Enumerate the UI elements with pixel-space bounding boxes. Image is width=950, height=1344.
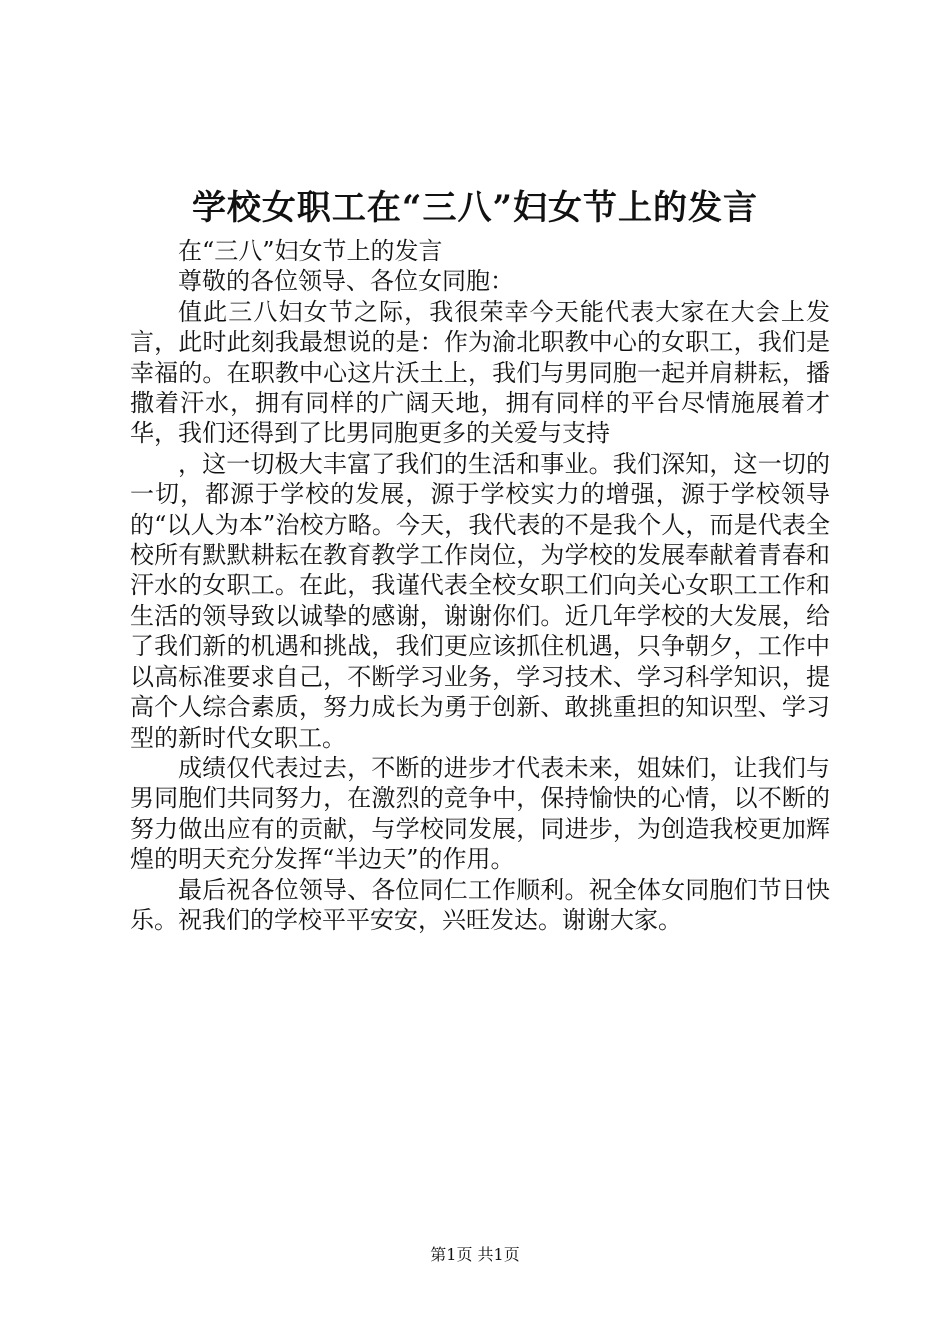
subtitle-line: 在“三八”妇女节上的发言 (178, 237, 443, 265)
page-number-footer: 第1页 共1页 (430, 1245, 520, 1264)
salutation-line: 尊敬的各位领导、各位女同胞： (178, 267, 514, 296)
paragraph-2: ，这一切极大丰富了我们的生活和事业。我们深知，这一切的一切，都源于学校的发展，源于学校实力的增强，源于学校领导的“以人为本”治校方略。今天，我代表的不是我个人，而是代表全校所有默默耕耘在教育教学工作岗位，为学校的发展奉献着青春和汗水的女职工。在此，我谨代表全校女职工们向关心女职工工作和生活的领导致以诚挚的感谢，谢谢你们。近几年学校的大发展，给了我们新的机遇和挑战，我们更应该抓住机遇，只争朝夕，工作中以高标准要求自己，不断学习业务，学习技术、学习科学知识，提高个人综合素质，努力成长为勇于创新、敢挑重担的知识型、学习型的新时代女职工。 (130, 449, 830, 752)
document-body (130, 236, 830, 935)
paragraph-4: 最后祝各位领导、各位同仁工作顺利。祝全体女同胞们节日快乐。祝我们的学校平平安安，兴旺发达。谢谢大家。 (130, 875, 830, 934)
document-title: 学校女职工在“三八”妇女节上的发言 (191, 188, 759, 228)
paragraph-3: 成绩仅代表过去，不断的进步才代表未来，姐妹们，让我们与男同胞们共同努力，在激烈的竞争中，保持愉快的心情，以不断的努力做出应有的贡献，与学校同发展，同进步，为创造我校更加辉煌的明天充分发挥“半边天”的作用。 (130, 753, 830, 874)
paragraph-1: 值此三八妇女节之际，我很荣幸今天能代表大家在大会上发言，此时此刻我最想说的是：作为渝北职教中心的女职工，我们是幸福的。在职教中心这片沃土上，我们与男同胞一起并肩耕耘，播撒着汗水，拥有同样的广阔天地，拥有同样的平台尽情施展着才华，我们还得到了比男同胞更多的关爱与支持 (130, 297, 830, 448)
